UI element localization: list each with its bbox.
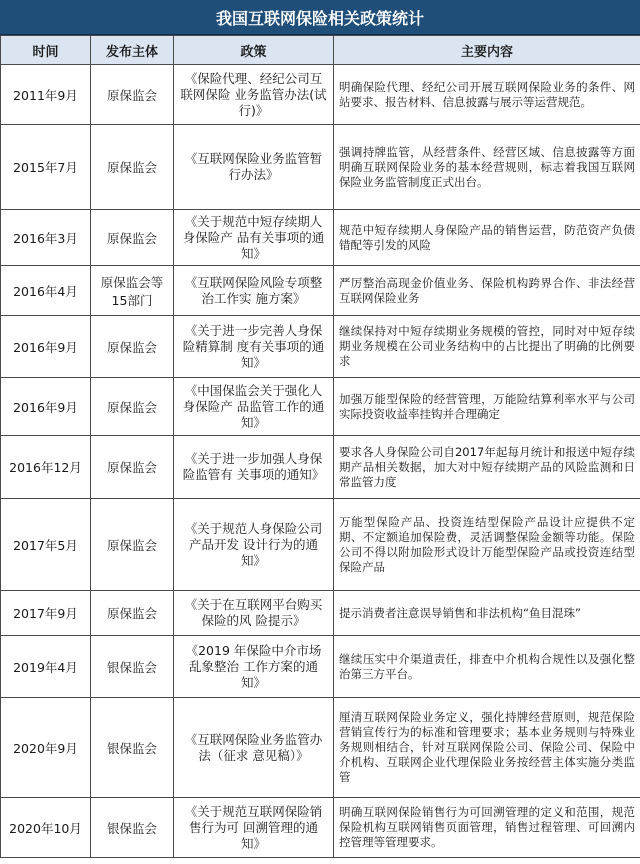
content-cell: 万能型保险产品、投资连结型保险产品设计应提供不定期、不定额追加保险费，灵活调整保险金额等功能。保险公司不得以附加险形式设计万能型保险产品或投资连结型保险产品 — [334, 499, 640, 591]
policy-cell: 《2019 年保险中介市场乱象整治 工作方案的通知》 — [174, 636, 334, 698]
policy-cell: 《互联网保险业务监管办法（征求 意见稿）》 — [174, 698, 334, 798]
time-cell: 2017年9月 — [1, 591, 91, 636]
issuer-cell: 原保监会等15部门 — [91, 266, 174, 316]
issuer-cell: 原保监会 — [91, 499, 174, 591]
policy-cell: 《关于进一步完善人身保险精算制 度有关事项的通知》 — [174, 316, 334, 378]
issuer-cell: 原保监会 — [91, 65, 174, 125]
table-row — [1, 65, 640, 125]
table-row — [1, 591, 640, 636]
policy-cell: 《关于规范人身保险公司产品开发 设计行为的通知》 — [174, 499, 334, 591]
time-cell: 2019年4月 — [1, 636, 91, 698]
policy-cell: 《互联网保险业务监管暂行办法》 — [174, 125, 334, 210]
table-row — [1, 266, 640, 316]
policy-cell: 《关于规范互联网保险销售行为可 回溯管理的通知》 — [174, 798, 334, 858]
content-cell: 严厉整治高现金价值业务、保险机构跨界合作、非法经营互联网保险业务 — [334, 266, 640, 316]
table-row — [1, 636, 640, 698]
table-title: 我国互联网保险相关政策统计 — [0, 0, 640, 35]
time-cell: 2020年9月 — [1, 698, 91, 798]
time-cell: 2020年10月 — [1, 798, 91, 858]
issuer-cell: 原保监会 — [91, 591, 174, 636]
policy-cell: 《保险代理、经纪公司互联网保险 业务监管办法(试行)》 — [174, 65, 334, 125]
table-row — [1, 698, 640, 798]
time-cell: 2016年12月 — [1, 436, 91, 499]
time-cell: 2016年9月 — [1, 316, 91, 378]
issuer-cell: 银保监会 — [91, 798, 174, 858]
header-issuer: 发布主体 — [91, 36, 174, 65]
content-cell: 明确保险代理、经纪公司开展互联网保险业务的条件、网站要求、报告材料、信息披露与展示等运营规范。 — [334, 65, 640, 125]
policy-cell: 《互联网保险风险专项整治工作实 施方案》 — [174, 266, 334, 316]
issuer-cell: 原保监会 — [91, 125, 174, 210]
time-cell: 2011年9月 — [1, 65, 91, 125]
content-cell: 继续保持对中短存续期业务规模的管控，同时对中短存续期业务规模在公司业务结构中的占比提出了明确的比例要求 — [334, 316, 640, 378]
policy-cell: 《关于进一步加强人身保险监管有 关事项的通知》 — [174, 436, 334, 499]
header-content: 主要内容 — [334, 36, 640, 65]
table-row — [1, 798, 640, 858]
policy-cell: 《关于规范中短存续期人身保险产 品有关事项的通知》 — [174, 210, 334, 266]
time-cell: 2016年9月 — [1, 378, 91, 436]
time-cell: 2016年3月 — [1, 210, 91, 266]
content-cell: 要求各人身保险公司自2017年起每月统计和报送中短存续期产品相关数据，加大对中短存续期产品的风险监测和日常监管力度 — [334, 436, 640, 499]
header-time: 时间 — [1, 36, 91, 65]
header-policy: 政策 — [174, 36, 334, 65]
table-row — [1, 436, 640, 499]
content-cell: 强调持牌监管，从经营条件、经营区域、信息披露等方面明确互联网保险业务的基本经营规则，标志着我国互联网保险业务监管制度正式出台。 — [334, 125, 640, 210]
table-row — [1, 316, 640, 378]
issuer-cell: 原保监会 — [91, 210, 174, 266]
issuer-cell: 银保监会 — [91, 698, 174, 798]
table-row — [1, 125, 640, 210]
table-row — [1, 378, 640, 436]
issuer-cell: 原保监会 — [91, 316, 174, 378]
header-row — [1, 36, 640, 65]
issuer-cell: 银保监会 — [91, 636, 174, 698]
table-row — [1, 210, 640, 266]
time-cell: 2016年4月 — [1, 266, 91, 316]
time-cell: 2015年7月 — [1, 125, 91, 210]
table-row — [1, 499, 640, 591]
content-cell: 规范中短存续期人身保险产品的销售运营，防范资产负债错配等引发的风险 — [334, 210, 640, 266]
time-cell: 2017年5月 — [1, 499, 91, 591]
content-cell: 继续压实中介渠道责任，排查中介机构合规性以及强化整治第三方平台。 — [334, 636, 640, 698]
content-cell: 明确互联网保险销售行为可回溯管理的定义和范围，规范保险机构互联网销售页面管理，销售过程管理、可回溯内控管理等管理要求。 — [334, 798, 640, 858]
content-cell: 厘清互联网保险业务定义，强化持牌经营原则，规范保险营销宣传行为的标准和管理要求；基本业务规则与特殊业务规则相结合，针对互联网保险公司、保险公司、保险中介机构、互联网企业代理保险业务按经营主体实施分类监管 — [334, 698, 640, 798]
issuer-cell: 原保监会 — [91, 436, 174, 499]
policy-table — [0, 35, 640, 858]
issuer-cell: 原保监会 — [91, 378, 174, 436]
content-cell: 提示消费者注意误导销售和非法机构“鱼目混珠” — [334, 591, 640, 636]
policy-cell: 《关于在互联网平台购买保险的风 险提示》 — [174, 591, 334, 636]
content-cell: 加强万能型保险的经营管理，万能险结算利率水平与公司实际投资收益率挂钩并合理确定 — [334, 378, 640, 436]
policy-cell: 《中国保监会关于强化人身保险产 品监管工作的通知》 — [174, 378, 334, 436]
